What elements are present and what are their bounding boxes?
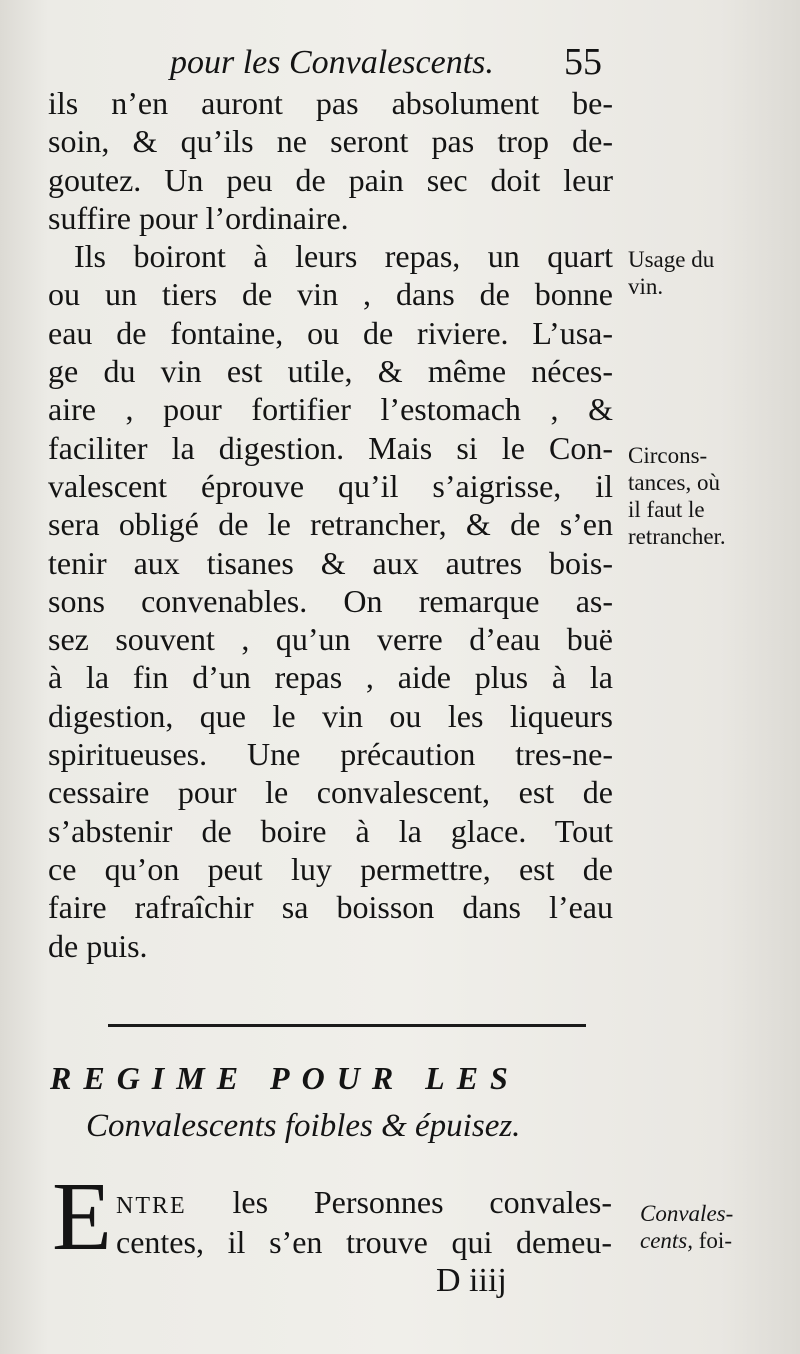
text-line: à la fin d’un repas , aide plus à la <box>48 659 613 696</box>
margin-note-line: Convales- <box>640 1201 734 1226</box>
running-title: pour les Convalescents. <box>170 44 494 81</box>
text-line: ce qu’on peut luy permettre, est de <box>48 850 613 887</box>
text-line: ils n’en auront pas absolument be- <box>48 85 613 121</box>
text-line: faciliter la digestion. Mais si le Con- <box>48 429 613 466</box>
text-fragment: cents, <box>640 1228 694 1253</box>
text-line: de puis. <box>48 927 148 964</box>
text-fragment: foi- <box>693 1228 732 1253</box>
text-line: goutez. Un peu de pain sec doit leur <box>48 161 613 198</box>
text-line: eau de fontaine, ou de riviere. L’usa- <box>48 314 613 351</box>
text-fragment: les Personnes convales- <box>186 1184 612 1220</box>
text-line: sera obligé de le retrancher, & de s’en <box>48 506 613 543</box>
text-line: Ils boiront à leurs repas, un quart <box>74 238 613 275</box>
page-header <box>170 40 610 90</box>
page-number: 55 <box>564 41 602 83</box>
text-line: spiritueuses. Une précaution tres-ne- <box>48 736 613 773</box>
paragraph-1 <box>48 84 613 965</box>
text-line: aire , pour fortifier l’estomach , & <box>48 391 613 428</box>
text-line: soin, & qu’ils ne seront pas trop de- <box>48 123 613 160</box>
margin-note-line <box>640 1227 780 1254</box>
text-line: s’abstenir de boire à la glace. Tout <box>48 812 613 849</box>
paragraph-2 <box>116 1182 612 1262</box>
text-line: ou un tiers de vin , dans de bonne <box>48 276 613 313</box>
small-caps-word: NTRE <box>116 1193 187 1219</box>
margin-note-line: tances, où <box>628 470 720 495</box>
text-line: faire rafraîchir sa boisson dans l’eau <box>48 889 613 926</box>
drop-cap: E <box>52 1163 112 1271</box>
text-line: digestion, que le vin ou les liqueurs <box>48 697 613 734</box>
margin-note-line: Circons- <box>628 443 708 468</box>
margin-note-usage <box>628 246 768 300</box>
text-line <box>116 1182 612 1222</box>
text-line: ge du vin est utile, & même néces- <box>48 353 613 390</box>
signature-mark: D iiij <box>436 1262 507 1299</box>
text-line: centes, il s’en trouve qui demeu- <box>116 1224 612 1260</box>
margin-note-line: retrancher. <box>628 524 726 549</box>
margin-note-line: vin. <box>628 274 664 299</box>
text-line: sez souvent , qu’un verre d’eau buë <box>48 621 613 658</box>
margin-note-line: il faut le <box>628 497 705 522</box>
text-line: tenir aux tisanes & aux autres bois- <box>48 544 613 581</box>
text-line: sons convenables. On remarque as- <box>48 582 613 619</box>
section-subtitle: Convalescents foibles & épuisez. <box>86 1108 521 1144</box>
section-title: REGIME POUR LES <box>50 1060 520 1096</box>
section-divider <box>108 1024 586 1027</box>
text-line: suffire pour l’ordinaire. <box>48 199 349 236</box>
margin-note-circonstances <box>628 442 768 550</box>
text-line: cessaire pour le convalescent, est de <box>48 774 613 811</box>
margin-note-line: Usage du <box>628 247 715 272</box>
text-line: valescent éprouve qu’il s’aigrisse, il <box>48 467 613 504</box>
margin-note-convalescents <box>640 1200 780 1254</box>
